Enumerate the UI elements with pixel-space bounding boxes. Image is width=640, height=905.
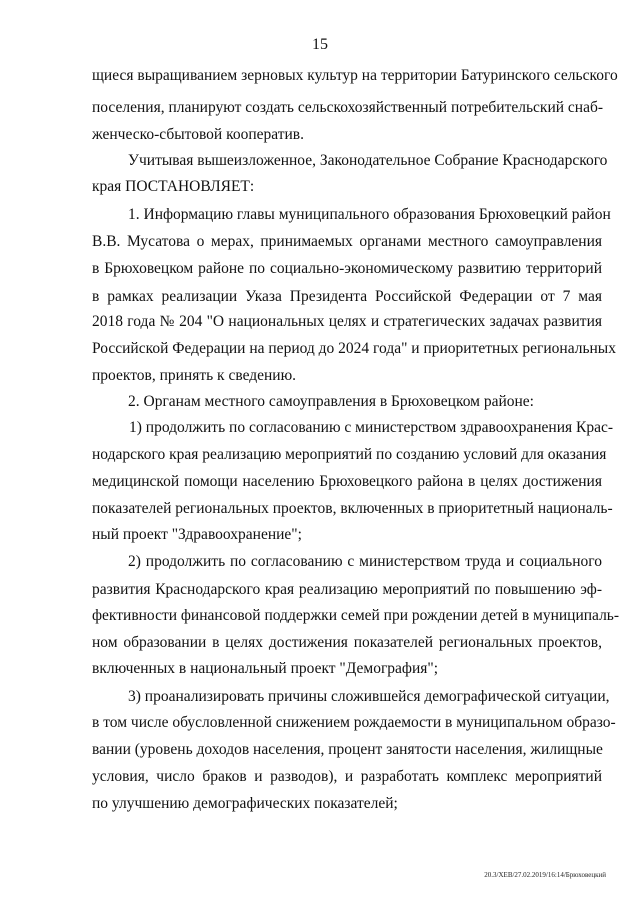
text-line: В.В. Мусатова о мерах, принимаемых органами местного самоуправления [92, 233, 602, 250]
text-line: Российской Федерации на период до 2024 года" и приоритетных региональных [92, 340, 616, 357]
text-line: 3) проанализировать причины сложившейся демографической ситуации, [128, 688, 610, 705]
text-line: медицинской помощи населению Брюховецкого района в целях достижения [92, 473, 602, 490]
text-line: ном образовании в целях достижения показателей региональных проектов, [92, 634, 602, 651]
text-line: фективности финансовой поддержки семей при рождении детей в муниципаль- [92, 607, 620, 624]
text-line: нодарского края реализацию мероприятий по созданию условий для оказания [92, 446, 607, 463]
text-line: в Брюховецком районе по социально-экономическому развитию территорий [92, 260, 602, 277]
text-line: включенных в национальный проект "Демография"; [92, 660, 439, 677]
text-line: развития Краснодарского края реализацию мероприятий по повышению эф- [92, 581, 602, 598]
page-number: 15 [312, 36, 328, 53]
text-line: края ПОСТАНОВЛЯЕТ: [92, 178, 255, 195]
text-line: вании (уровень доходов населения, процент занятости населения, жилищные [92, 741, 603, 758]
text-line: 1) продолжить по согласованию с министерством здравоохранения Крас- [129, 419, 614, 436]
text-line: условия, число браков и разводов), и разработать комплекс мероприятий [92, 768, 602, 785]
text-line: в том числе обусловленной снижением рождаемости в муниципальном образо- [92, 714, 616, 731]
text-line: проектов, принять к сведению. [92, 367, 297, 384]
text-line: 2018 года № 204 "О национальных целях и стратегических задачах развития [92, 313, 602, 330]
text-line: 2. Органам местного самоуправления в Брюховецком районе: [128, 393, 534, 410]
text-line: Учитывая вышеизложенное, Законодательное Собрание Краснодарского [128, 152, 608, 169]
text-line: поселения, планируют создать сельскохозяйственный потребительский снаб- [92, 99, 604, 116]
text-line: ный проект "Здравоохранение"; [92, 526, 302, 543]
text-line: 2) продолжить по согласованию с министерством труда и социального [128, 553, 602, 570]
document-footer-code: 20.3/ХЕВ/27.02.2019/16:14/Брюховецкий [484, 871, 606, 879]
text-line: в рамках реализации Указа Президента Российской Федерации от 7 мая [92, 288, 602, 305]
text-line: по улучшению демографических показателей; [92, 795, 398, 812]
text-line: показателей региональных проектов, включенных в приоритетный националь- [92, 500, 613, 517]
text-line: щиеся выращиванием зерновых культур на территории Батуринского сельского [92, 67, 618, 84]
text-line: 1. Информацию главы муниципального образования Брюховецкий район [128, 206, 611, 223]
text-line: женческо-сбытовой кооператив. [92, 126, 305, 143]
